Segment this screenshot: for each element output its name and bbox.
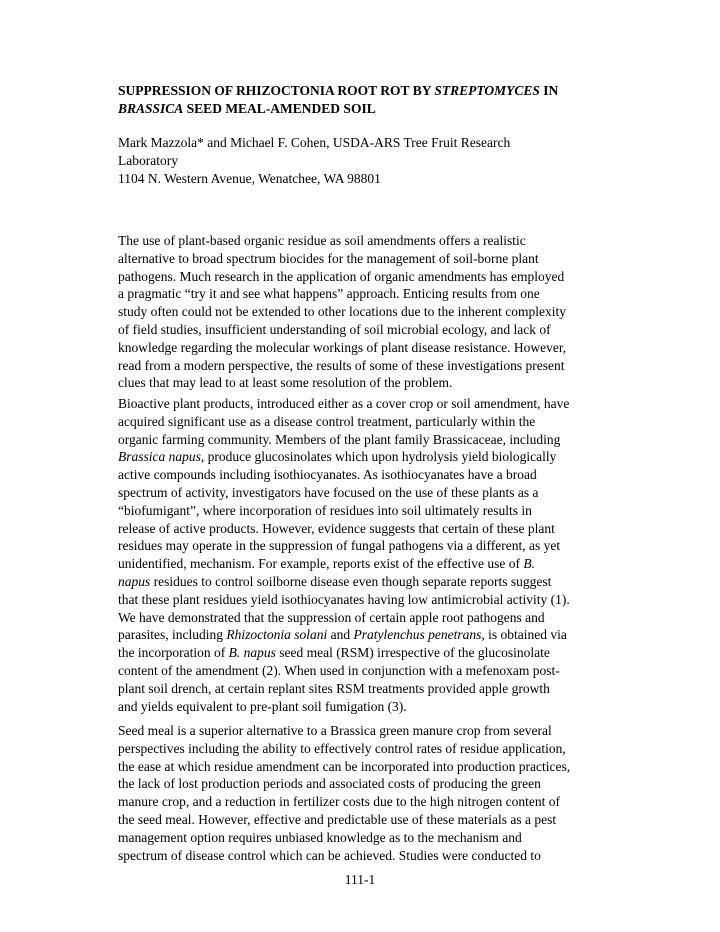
text-line: acquired significant use as a disease control treatment, particularly within the (118, 413, 536, 429)
text-line: Brassica napus, produce glucosinolates which upon hydrolysis yield biologically (118, 449, 557, 465)
text-line: plant soil drench, at certain replant sites RSM treatments provided apple growth (118, 680, 550, 696)
paper-title (118, 82, 608, 118)
text-line: read from a modern perspective, the results of some of these investigations present (118, 357, 565, 373)
affiliation-line: Laboratory (118, 153, 178, 168)
text-line: the seed meal. However, effective and predictable use of these materials as a pest (118, 811, 557, 827)
italic-species: napus (118, 573, 151, 589)
text-line: release of active products. However, evidence suggests that certain of these plant (118, 520, 555, 536)
text-line: Bioactive plant products, introduced either as a cover crop or soil amendment, have (118, 396, 570, 411)
text-line: Seed meal is a superior alternative to a Brassica green manure crop from several (118, 723, 552, 738)
italic-species: Rhizoctonia solani (226, 627, 328, 643)
text-line: napus residues to control soilborne disease even though separate reports suggest (118, 573, 552, 589)
text-line: the ease at which residue amendment can be incorporated into production practices, (118, 758, 571, 774)
text-line: The use of plant-based organic residue as soil amendments offers a realistic (118, 233, 526, 248)
text-line: a pragmatic “try it and see what happens” approach. Enticing results from one (118, 286, 540, 302)
text-line: and yields equivalent to pre-plant soil fumigation (3). (118, 698, 407, 714)
paragraph-2 (118, 395, 608, 715)
title-line-1: SUPPRESSION OF RHIZOCTONIA ROOT ROT BY STREPTOMYCES IN (118, 83, 559, 98)
text-line: unidentified, mechanism. For example, reports exist of the effective use of B. (118, 556, 536, 572)
italic-species: B. napus (228, 645, 276, 661)
paragraph-3 (118, 722, 608, 864)
text-line: We have demonstrated that the suppression of certain apple root pathogens and (118, 609, 545, 625)
text-line: the incorporation of B. napus seed meal (RSM) irrespective of the glucosinolate (118, 645, 550, 661)
text-line: manure crop, and a reduction in fertilizer costs due to the high nitrogen content of (118, 794, 560, 810)
text-line: of field studies, insufficient understanding of soil microbial ecology, and lack of (118, 321, 551, 337)
italic-species: B. (523, 556, 536, 572)
text-line: management option requires unbiased knowledge as to the mechanism and (118, 829, 522, 845)
text-line: the lack of lost production periods and associated costs of producing the green (118, 776, 541, 792)
author-affiliation (118, 134, 608, 188)
text-line: spectrum of disease control which can be achieved. Studies were conducted to (118, 847, 541, 863)
address-line: 1104 N. Western Avenue, Wenatchee, WA 98801 (118, 171, 381, 186)
text-line: pathogens. Much research in the application of organic amendments has employed (118, 268, 565, 284)
text-line: active compounds including isothiocyanates. As isothiocyanates have a broad (118, 467, 537, 483)
text-line: alternative to broad spectrum biocides for the management of soil-borne plant (118, 250, 539, 266)
italic-species: Pratylenchus penetrans (353, 627, 482, 643)
text-line: knowledge regarding the molecular workings of plant disease resistance. However, (118, 339, 567, 355)
text-line: that these plant residues yield isothiocyanates having low antimicrobial activity (1). (118, 591, 570, 607)
text-line: residues may operate in the suppression of fungal pathogens via a different, as yet (118, 538, 561, 554)
title-line-2: BRASSICA SEED MEAL-AMENDED SOIL (118, 101, 376, 116)
paragraph-1 (118, 232, 608, 392)
author-line: Mark Mazzola* and Michael F. Cohen, USDA-ARS Tree Fruit Research (118, 135, 511, 150)
text-line: “biofumigant”, where incorporation of residues into soil ultimately results in (118, 502, 532, 518)
page-number: 111-1 (344, 872, 376, 887)
text-line: perspectives including the ability to effectively control rates of residue application, (118, 740, 566, 756)
text-line: organic farming community. Members of the plant family Brassicaceae, including (118, 431, 561, 447)
text-line: spectrum of activity, investigators have focused on the use of these plants as a (118, 484, 539, 500)
title-italic-streptomyces: STREPTOMYCES (434, 83, 540, 98)
text-line: parasites, including Rhizoctonia solani and Pratylenchus penetrans, is obtained via (118, 627, 567, 643)
text-line: content of the amendment (2). When used in conjunction with a mefenoxam post- (118, 662, 560, 678)
italic-species: Brassica napus (118, 449, 201, 465)
text-line: clues that may lead to at least some resolution of the problem. (118, 375, 453, 391)
text-line: study often could not be extended to other locations due to the inherent complexity (118, 304, 567, 320)
title-italic-brassica: BRASSICA (118, 101, 184, 116)
